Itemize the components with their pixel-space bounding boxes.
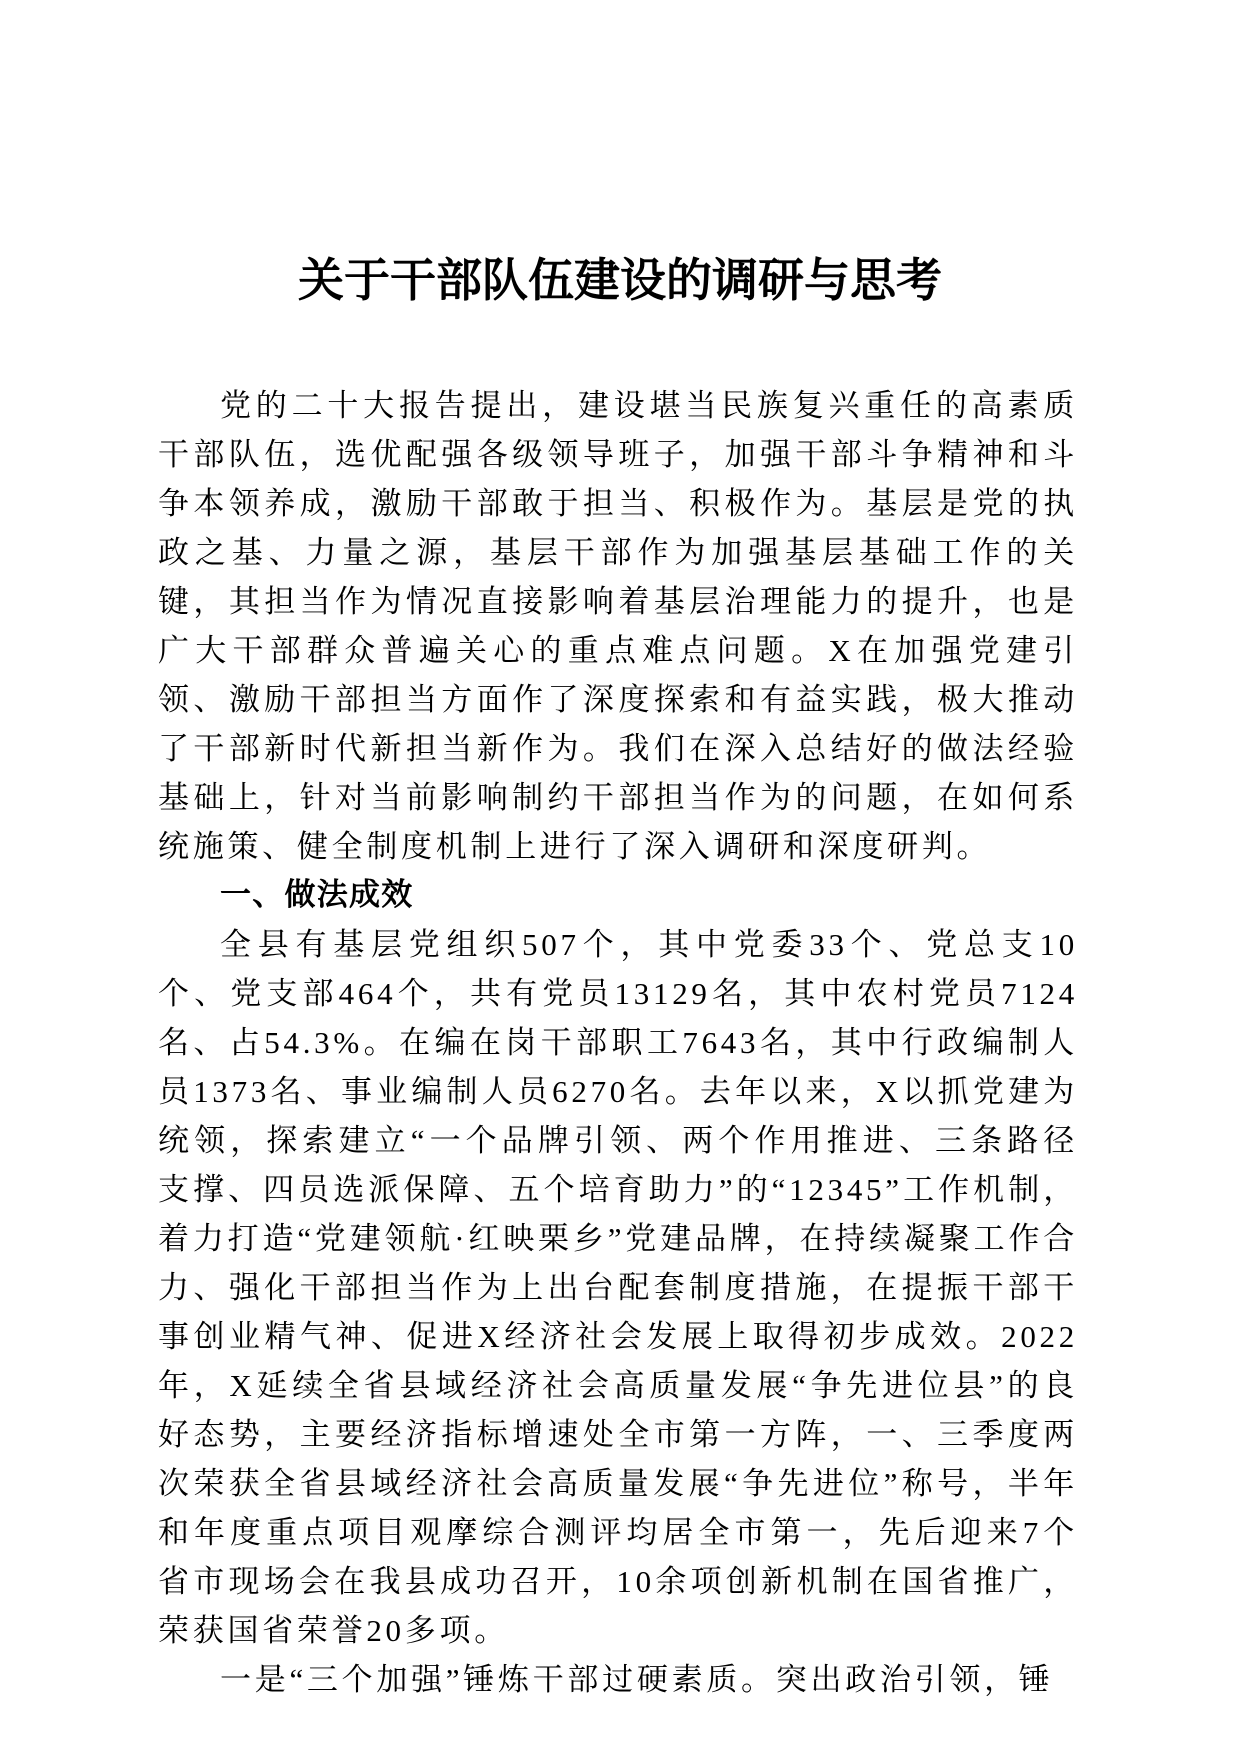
intro-paragraph: 党的二十大报告提出，建设堪当民族复兴重任的高素质干部队伍，选优配强各级领导班子，加强干部斗争精神和斗争本领养成，激励干部敢于担当、积极作为。基层是党的执政之基、力量之源，基层干部作为加强基层基础工作的关键，其担当作为情况直接影响着基层治理能力的提升，也是广大干部群众普遍关心的重点难点问题。X在加强党建引领、激励干部担当方面作了深度探索和有益实践，极大推动了干部新时代新担当新作为。我们在深入总结好的做法经验基础上，针对当前影响制约干部担当作为的问题，在如何系统施策、健全制度机制上进行了深入调研和深度研判。 — [158, 388, 1078, 864]
document-body — [158, 381, 1078, 1704]
document-title: 关于干部队伍建设的调研与思考 — [298, 253, 942, 307]
body-paragraph: 一是“三个加强”锤炼干部过硬素质。突出政治引领，锤 — [220, 1662, 1054, 1697]
section-heading: 一、做法成效 — [220, 877, 414, 913]
body-paragraph: 全县有基层党组织507个，其中党委33个、党总支10个、党支部464个，共有党员13129名，其中农村党员7124名、占54.3%。在编在岗干部职工7643名，其中行政编制人员1373名、事业编制人员6270名。去年以来，X以抓党建为统领，探索建立“一个品牌引领、两个作用推进、三条路径支撑、四员选派保障、五个培育助力”的“12345”工作机制，着力打造“党建领航·红映栗乡”党建品牌，在持续凝聚工作合力、强化干部担当作为上出台配套制度措施，在提振干部干事创业精气神、促进X经济社会发展上取得初步成效。2022年，X延续全省县域经济社会高质量发展“争先进位县”的良好态势，主要经济指标增速处全市第一方阵，一、三季度两次荣获全省县域经济社会高质量发展“争先进位”称号，半年和年度重点项目观摩综合测评均居全市第一，先后迎来7个省市现场会在我县成功召开，10余项创新机制在国省推广，荣获国省荣誉20多项。 — [158, 927, 1079, 1648]
